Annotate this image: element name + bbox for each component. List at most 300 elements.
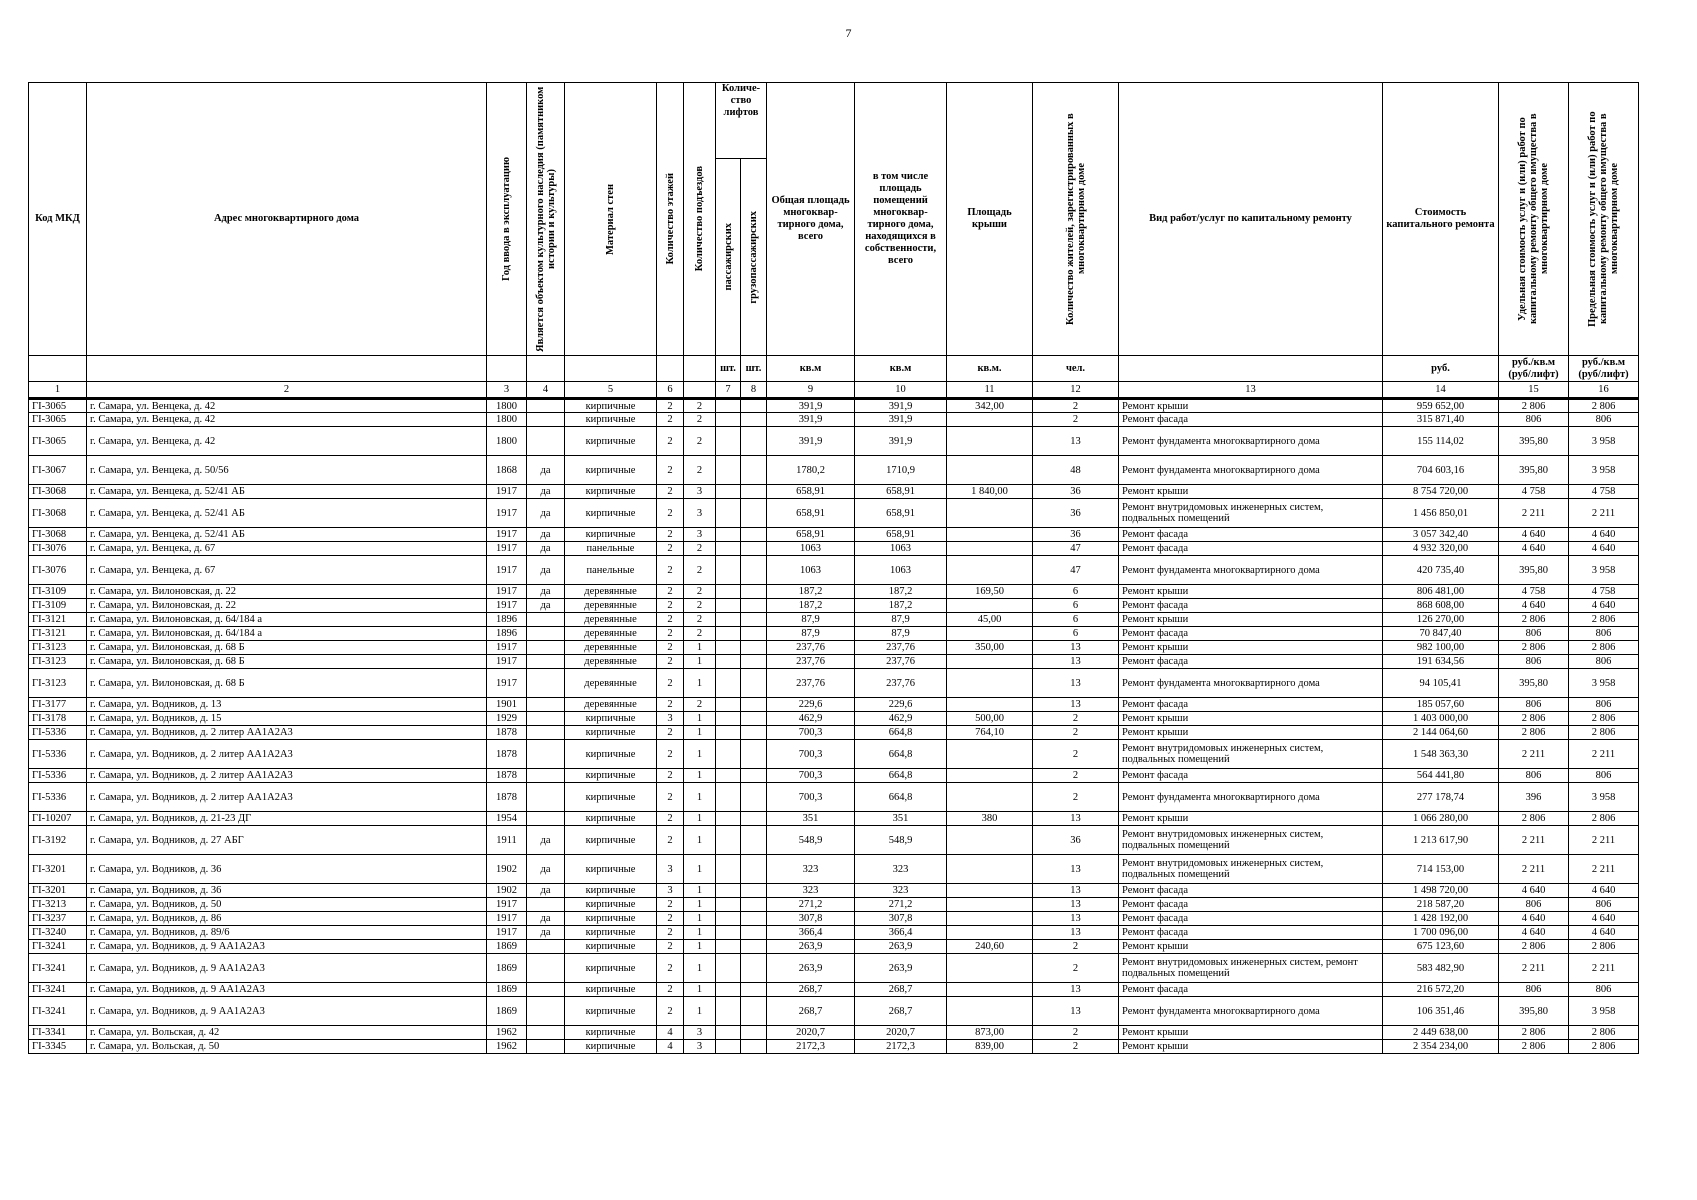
header-year: Год ввода в эксплуатацию <box>501 156 512 282</box>
header-limit-cost: Предельная стоимость услуг и (или) работ по капитальному ремонту общего имущества в многоквартирном доме <box>1587 111 1620 327</box>
cell-floors: 2 <box>657 499 684 528</box>
cell-unit-cost: 806 <box>1499 698 1569 712</box>
cell-limit-cost: 2 806 <box>1569 712 1639 726</box>
cell-limit-cost: 4 640 <box>1569 528 1639 542</box>
cell-limit-cost: 2 211 <box>1569 855 1639 884</box>
table-row <box>29 585 1639 599</box>
cell-residents: 2 <box>1033 726 1119 740</box>
cell-floors: 2 <box>657 912 684 926</box>
cell-code: ГI-3345 <box>29 1040 87 1054</box>
cell-cost: 3 057 342,40 <box>1383 528 1499 542</box>
cell-code: ГI-3065 <box>29 399 87 413</box>
cell-unit-cost: 4 640 <box>1499 528 1569 542</box>
cell-material: деревянные <box>565 641 657 655</box>
cell-year: 1901 <box>487 698 527 712</box>
cell-roof-area: 873,00 <box>947 1026 1033 1040</box>
cell-cost: 8 754 720,00 <box>1383 485 1499 499</box>
cell-total-area: 229,6 <box>767 698 855 712</box>
cell-work-type: Ремонт фасада <box>1119 912 1383 926</box>
cell-heritage: да <box>527 528 565 542</box>
cell-floors: 2 <box>657 669 684 698</box>
cell-heritage <box>527 997 565 1026</box>
cell-limit-cost: 4 758 <box>1569 485 1639 499</box>
cell-cost: 218 587,20 <box>1383 898 1499 912</box>
cell-heritage <box>527 1040 565 1054</box>
cell-lifts-cargo <box>741 542 767 556</box>
cell-total-area: 268,7 <box>767 983 855 997</box>
cell-material: деревянные <box>565 698 657 712</box>
cell-cost: 185 057,60 <box>1383 698 1499 712</box>
cell-lifts-pass <box>716 485 741 499</box>
cell-entrances: 2 <box>684 542 716 556</box>
cell-floors: 2 <box>657 641 684 655</box>
unit-heritage <box>527 356 565 382</box>
cell-unit-cost: 2 211 <box>1499 855 1569 884</box>
header-residents-cell <box>1033 83 1119 356</box>
cell-address: г. Самара, ул. Водников, д. 2 литер АА1А2А3 <box>87 783 487 812</box>
cell-limit-cost: 2 806 <box>1569 940 1639 954</box>
cell-entrances: 1 <box>684 940 716 954</box>
cell-limit-cost: 3 958 <box>1569 669 1639 698</box>
cell-owned-area: 664,8 <box>855 740 947 769</box>
page-number: 7 <box>845 26 852 40</box>
cell-material: кирпичные <box>565 740 657 769</box>
cell-address: г. Самара, ул. Водников, д. 15 <box>87 712 487 726</box>
cell-residents: 36 <box>1033 826 1119 855</box>
cell-residents: 13 <box>1033 912 1119 926</box>
cell-lifts-cargo <box>741 456 767 485</box>
cell-residents: 6 <box>1033 627 1119 641</box>
cell-unit-cost: 4 758 <box>1499 585 1569 599</box>
cell-unit-cost: 806 <box>1499 627 1569 641</box>
cell-work-type: Ремонт крыши <box>1119 812 1383 826</box>
cell-unit-cost: 806 <box>1499 983 1569 997</box>
cell-work-type: Ремонт фасада <box>1119 599 1383 613</box>
cell-limit-cost: 806 <box>1569 698 1639 712</box>
table-row <box>29 427 1639 456</box>
unit-lifts-cargo: шт. <box>741 356 767 382</box>
cell-roof-area <box>947 698 1033 712</box>
cell-year: 1962 <box>487 1040 527 1054</box>
cell-lifts-cargo <box>741 898 767 912</box>
cell-address: г. Самара, ул. Водников, д. 2 литер АА1А2А3 <box>87 769 487 783</box>
cell-lifts-pass <box>716 499 741 528</box>
cell-address: г. Самара, ул. Водников, д. 9 АА1А2А3 <box>87 983 487 997</box>
cell-floors: 2 <box>657 954 684 983</box>
cell-year: 1917 <box>487 898 527 912</box>
cell-lifts-cargo <box>741 399 767 413</box>
cell-unit-cost: 2 211 <box>1499 740 1569 769</box>
cell-cost: 564 441,80 <box>1383 769 1499 783</box>
cell-address: г. Самара, ул. Водников, д. 13 <box>87 698 487 712</box>
cell-work-type: Ремонт крыши <box>1119 1026 1383 1040</box>
unit-limit-cost: руб./кв.м (руб/лифт) <box>1569 356 1639 382</box>
unit-work-type <box>1119 356 1383 382</box>
cell-lifts-cargo <box>741 783 767 812</box>
cell-roof-area: 350,00 <box>947 641 1033 655</box>
unit-owned-area: кв.м <box>855 356 947 382</box>
table-row <box>29 826 1639 855</box>
cell-residents: 47 <box>1033 542 1119 556</box>
cell-floors: 2 <box>657 627 684 641</box>
cell-roof-area <box>947 898 1033 912</box>
cell-lifts-pass <box>716 456 741 485</box>
cell-address: г. Самара, ул. Вилоновская, д. 64/184 а <box>87 613 487 627</box>
cell-heritage <box>527 698 565 712</box>
cell-entrances: 1 <box>684 898 716 912</box>
cell-heritage <box>527 740 565 769</box>
cell-work-type: Ремонт фундамента многоквартирного дома <box>1119 456 1383 485</box>
cell-roof-area <box>947 912 1033 926</box>
cell-floors: 2 <box>657 740 684 769</box>
cell-owned-area: 2172,3 <box>855 1040 947 1054</box>
cell-heritage <box>527 783 565 812</box>
cell-year: 1917 <box>487 542 527 556</box>
cell-cost: 1 548 363,30 <box>1383 740 1499 769</box>
cell-entrances: 1 <box>684 669 716 698</box>
cell-work-type: Ремонт крыши <box>1119 399 1383 413</box>
cell-owned-area: 187,2 <box>855 599 947 613</box>
cell-owned-area: 664,8 <box>855 726 947 740</box>
cell-heritage <box>527 669 565 698</box>
cell-address: г. Самара, ул. Водников, д. 9 АА1А2А3 <box>87 954 487 983</box>
capital-repair-register-table <box>28 82 1639 1054</box>
cell-heritage <box>527 641 565 655</box>
cell-lifts-pass <box>716 413 741 427</box>
cell-work-type: Ремонт фундамента многоквартирного дома <box>1119 997 1383 1026</box>
cell-residents: 2 <box>1033 954 1119 983</box>
cell-floors: 2 <box>657 898 684 912</box>
column-number: 7 <box>716 382 741 399</box>
cell-roof-area <box>947 769 1033 783</box>
unit-roof-area: кв.м. <box>947 356 1033 382</box>
unit-floors <box>657 356 684 382</box>
cell-owned-area: 658,91 <box>855 485 947 499</box>
cell-lifts-pass <box>716 855 741 884</box>
cell-year: 1954 <box>487 812 527 826</box>
cell-address: г. Самара, ул. Вилоновская, д. 68 Б <box>87 655 487 669</box>
header-unit-cost: Удельная стоимость услуг и (или) работ по капитальному ремонту общего имущества в многоквартирном доме <box>1517 113 1550 325</box>
unit-unit-cost: руб./кв.м (руб/лифт) <box>1499 356 1569 382</box>
cell-total-area: 366,4 <box>767 926 855 940</box>
cell-total-area: 187,2 <box>767 585 855 599</box>
cell-roof-area: 342,00 <box>947 399 1033 413</box>
cell-work-type: Ремонт фасада <box>1119 698 1383 712</box>
cell-address: г. Самара, ул. Водников, д. 9 АА1А2А3 <box>87 997 487 1026</box>
cell-code: ГI-3067 <box>29 456 87 485</box>
cell-roof-area: 1 840,00 <box>947 485 1033 499</box>
cell-floors: 2 <box>657 556 684 585</box>
table-row <box>29 698 1639 712</box>
cell-lifts-pass <box>716 627 741 641</box>
cell-material: кирпичные <box>565 399 657 413</box>
cell-work-type: Ремонт крыши <box>1119 585 1383 599</box>
cell-code: ГI-3068 <box>29 499 87 528</box>
cell-entrances: 1 <box>684 826 716 855</box>
cell-address: г. Самара, ул. Водников, д. 89/6 <box>87 926 487 940</box>
cell-lifts-cargo <box>741 613 767 627</box>
cell-address: г. Самара, ул. Вилоновская, д. 68 Б <box>87 641 487 655</box>
cell-heritage: да <box>527 485 565 499</box>
cell-heritage <box>527 726 565 740</box>
cell-code: ГI-5336 <box>29 783 87 812</box>
cell-owned-area: 268,7 <box>855 997 947 1026</box>
cell-residents: 2 <box>1033 399 1119 413</box>
cell-unit-cost: 4 640 <box>1499 912 1569 926</box>
cell-limit-cost: 2 211 <box>1569 740 1639 769</box>
cell-address: г. Самара, ул. Вольская, д. 42 <box>87 1026 487 1040</box>
cell-unit-cost: 2 211 <box>1499 826 1569 855</box>
cell-lifts-pass <box>716 812 741 826</box>
header-material-cell <box>565 83 657 356</box>
cell-material: кирпичные <box>565 1026 657 1040</box>
cell-code: ГI-3068 <box>29 528 87 542</box>
column-number: 6 <box>657 382 684 399</box>
cell-material: кирпичные <box>565 485 657 499</box>
cell-owned-area: 1710,9 <box>855 456 947 485</box>
cell-limit-cost: 806 <box>1569 413 1639 427</box>
cell-code: ГI-3065 <box>29 413 87 427</box>
cell-work-type: Ремонт внутридомовых инженерных систем, подвальных помещений <box>1119 855 1383 884</box>
cell-lifts-cargo <box>741 912 767 926</box>
cell-total-area: 263,9 <box>767 954 855 983</box>
cell-total-area: 237,76 <box>767 641 855 655</box>
cell-cost: 94 105,41 <box>1383 669 1499 698</box>
cell-owned-area: 1063 <box>855 556 947 585</box>
cell-floors: 2 <box>657 769 684 783</box>
header-heritage: Является объектом культурного наследия (памятником истории и культуры) <box>534 86 557 352</box>
cell-floors: 2 <box>657 726 684 740</box>
table-row <box>29 669 1639 698</box>
cell-material: деревянные <box>565 585 657 599</box>
cell-floors: 2 <box>657 585 684 599</box>
table-row <box>29 855 1639 884</box>
cell-cost: 704 603,16 <box>1383 456 1499 485</box>
cell-roof-area: 240,60 <box>947 940 1033 954</box>
cell-roof-area <box>947 599 1033 613</box>
cell-work-type: Ремонт фасада <box>1119 413 1383 427</box>
cell-work-type: Ремонт крыши <box>1119 485 1383 499</box>
cell-lifts-cargo <box>741 983 767 997</box>
cell-roof-area <box>947 542 1033 556</box>
cell-owned-area: 658,91 <box>855 528 947 542</box>
cell-residents: 2 <box>1033 1040 1119 1054</box>
cell-floors: 2 <box>657 940 684 954</box>
cell-entrances: 1 <box>684 783 716 812</box>
cell-entrances: 1 <box>684 884 716 898</box>
cell-address: г. Самара, ул. Венцека, д. 67 <box>87 542 487 556</box>
cell-year: 1917 <box>487 499 527 528</box>
cell-year: 1917 <box>487 655 527 669</box>
unit-address <box>87 356 487 382</box>
cell-limit-cost: 806 <box>1569 655 1639 669</box>
cell-residents: 13 <box>1033 655 1119 669</box>
cell-lifts-pass <box>716 884 741 898</box>
table-row <box>29 997 1639 1026</box>
cell-heritage <box>527 413 565 427</box>
cell-lifts-pass <box>716 641 741 655</box>
header-total-area: Общая площадь многоквар-тирного дома, всего <box>767 83 855 356</box>
cell-work-type: Ремонт фундамента многоквартирного дома <box>1119 783 1383 812</box>
cell-work-type: Ремонт фундамента многоквартирного дома <box>1119 427 1383 456</box>
cell-lifts-cargo <box>741 499 767 528</box>
cell-year: 1929 <box>487 712 527 726</box>
cell-roof-area <box>947 655 1033 669</box>
cell-cost: 2 354 234,00 <box>1383 1040 1499 1054</box>
cell-total-area: 700,3 <box>767 783 855 812</box>
cell-roof-area: 500,00 <box>947 712 1033 726</box>
cell-entrances: 2 <box>684 456 716 485</box>
cell-code: ГI-5336 <box>29 740 87 769</box>
cell-total-area: 323 <box>767 855 855 884</box>
cell-floors: 2 <box>657 413 684 427</box>
cell-lifts-cargo <box>741 585 767 599</box>
cell-heritage: да <box>527 556 565 585</box>
cell-roof-area <box>947 884 1033 898</box>
cell-owned-area: 391,9 <box>855 413 947 427</box>
cell-total-area: 548,9 <box>767 826 855 855</box>
cell-address: г. Самара, ул. Водников, д. 50 <box>87 898 487 912</box>
cell-entrances: 2 <box>684 413 716 427</box>
cell-code: ГI-3109 <box>29 599 87 613</box>
header-lifts-pass: пассажирских <box>722 223 734 291</box>
cell-lifts-cargo <box>741 669 767 698</box>
cell-unit-cost: 2 211 <box>1499 499 1569 528</box>
cell-entrances: 3 <box>684 1040 716 1054</box>
cell-total-area: 658,91 <box>767 485 855 499</box>
cell-address: г. Самара, ул. Венцека, д. 42 <box>87 413 487 427</box>
cell-lifts-cargo <box>741 1026 767 1040</box>
cell-year: 1917 <box>487 528 527 542</box>
column-number: 14 <box>1383 382 1499 399</box>
cell-unit-cost: 396 <box>1499 783 1569 812</box>
table-row <box>29 499 1639 528</box>
cell-entrances: 3 <box>684 499 716 528</box>
cell-code: ГI-3123 <box>29 655 87 669</box>
cell-entrances: 1 <box>684 855 716 884</box>
header-lifts-cargo: грузопассажирских <box>748 210 759 304</box>
cell-work-type: Ремонт внутридомовых инженерных систем, подвальных помещений <box>1119 499 1383 528</box>
table-row <box>29 399 1639 413</box>
cell-unit-cost: 806 <box>1499 413 1569 427</box>
cell-total-area: 462,9 <box>767 712 855 726</box>
cell-heritage: да <box>527 926 565 940</box>
cell-floors: 2 <box>657 427 684 456</box>
cell-heritage <box>527 627 565 641</box>
cell-unit-cost: 2 806 <box>1499 712 1569 726</box>
cell-owned-area: 237,76 <box>855 641 947 655</box>
cell-floors: 2 <box>657 542 684 556</box>
table-row <box>29 926 1639 940</box>
cell-cost: 155 114,02 <box>1383 427 1499 456</box>
cell-total-area: 700,3 <box>767 769 855 783</box>
cell-entrances: 3 <box>684 1026 716 1040</box>
cell-lifts-pass <box>716 698 741 712</box>
cell-residents: 47 <box>1033 556 1119 585</box>
cell-residents: 13 <box>1033 926 1119 940</box>
table-row <box>29 740 1639 769</box>
cell-material: кирпичные <box>565 1040 657 1054</box>
cell-material: кирпичные <box>565 926 657 940</box>
cell-cost: 959 652,00 <box>1383 399 1499 413</box>
cell-cost: 126 270,00 <box>1383 613 1499 627</box>
cell-roof-area <box>947 413 1033 427</box>
cell-year: 1878 <box>487 726 527 740</box>
cell-heritage <box>527 812 565 826</box>
cell-code: ГI-5336 <box>29 726 87 740</box>
cell-material: деревянные <box>565 599 657 613</box>
cell-code: ГI-3121 <box>29 627 87 641</box>
header-cost: Стоимость капитального ремонта <box>1383 83 1499 356</box>
cell-heritage: да <box>527 499 565 528</box>
cell-roof-area <box>947 499 1033 528</box>
cell-material: кирпичные <box>565 997 657 1026</box>
header-floors-cell <box>657 83 684 356</box>
cell-work-type: Ремонт фасада <box>1119 542 1383 556</box>
cell-year: 1869 <box>487 940 527 954</box>
cell-floors: 2 <box>657 826 684 855</box>
cell-lifts-cargo <box>741 884 767 898</box>
cell-lifts-pass <box>716 669 741 698</box>
cell-year: 1800 <box>487 413 527 427</box>
header-unit-cost-cell <box>1499 83 1569 356</box>
unit-lifts-pass: шт. <box>716 356 741 382</box>
cell-work-type: Ремонт фасада <box>1119 627 1383 641</box>
cell-heritage <box>527 983 565 997</box>
cell-limit-cost: 2 806 <box>1569 613 1639 627</box>
cell-roof-area <box>947 556 1033 585</box>
cell-code: ГI-3068 <box>29 485 87 499</box>
table-row <box>29 940 1639 954</box>
column-number-row <box>29 382 1639 399</box>
cell-roof-area <box>947 983 1033 997</box>
cell-owned-area: 2020,7 <box>855 1026 947 1040</box>
cell-total-area: 391,9 <box>767 413 855 427</box>
cell-roof-area <box>947 783 1033 812</box>
column-number: 1 <box>29 382 87 399</box>
cell-unit-cost: 2 806 <box>1499 726 1569 740</box>
cell-roof-area <box>947 926 1033 940</box>
cell-heritage <box>527 655 565 669</box>
cell-heritage <box>527 613 565 627</box>
cell-cost: 1 498 720,00 <box>1383 884 1499 898</box>
column-number: 3 <box>487 382 527 399</box>
cell-lifts-cargo <box>741 413 767 427</box>
table-row <box>29 627 1639 641</box>
cell-year: 1800 <box>487 399 527 413</box>
cell-limit-cost: 2 806 <box>1569 1040 1639 1054</box>
cell-lifts-pass <box>716 399 741 413</box>
cell-work-type: Ремонт внутридомовых инженерных систем, подвальных помещений <box>1119 826 1383 855</box>
cell-heritage: да <box>527 912 565 926</box>
cell-limit-cost: 4 758 <box>1569 585 1639 599</box>
column-number <box>684 382 716 399</box>
cell-address: г. Самара, ул. Венцека, д. 42 <box>87 399 487 413</box>
cell-owned-area: 323 <box>855 855 947 884</box>
cell-floors: 2 <box>657 783 684 812</box>
cell-material: кирпичные <box>565 528 657 542</box>
cell-floors: 3 <box>657 712 684 726</box>
cell-cost: 1 066 280,00 <box>1383 812 1499 826</box>
table-row <box>29 954 1639 983</box>
cell-material: кирпичные <box>565 499 657 528</box>
cell-limit-cost: 4 640 <box>1569 926 1639 940</box>
cell-floors: 2 <box>657 399 684 413</box>
column-number: 8 <box>741 382 767 399</box>
cell-lifts-pass <box>716 769 741 783</box>
cell-unit-cost: 395,80 <box>1499 997 1569 1026</box>
cell-residents: 13 <box>1033 812 1119 826</box>
